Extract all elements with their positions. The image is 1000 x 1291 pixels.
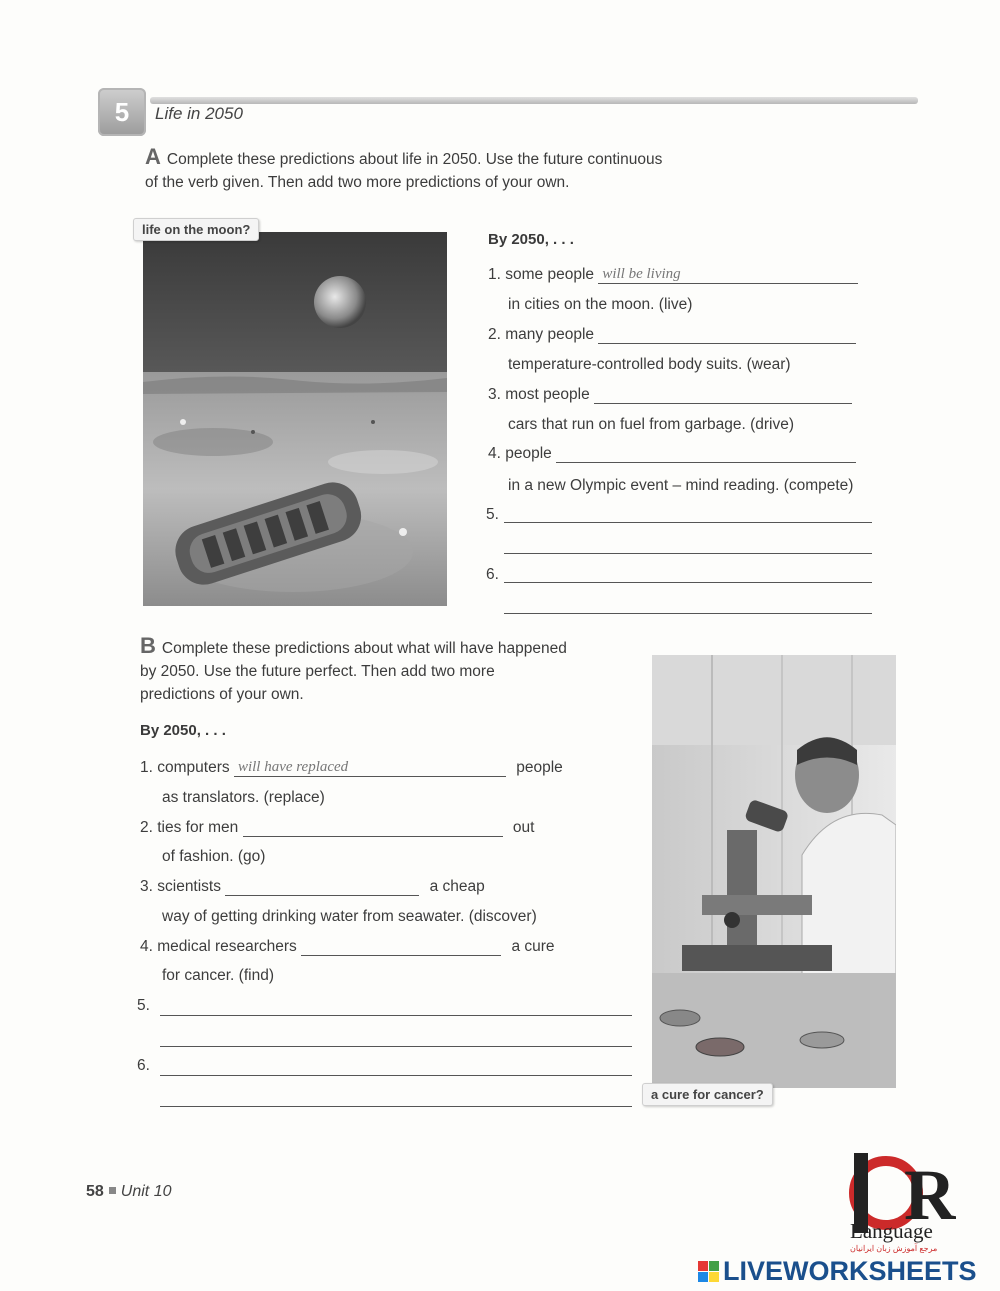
part-a-item-1: 1. some people will be living xyxy=(488,265,858,284)
cancer-caption: a cure for cancer? xyxy=(642,1083,773,1106)
part-a-answer-5a[interactable] xyxy=(504,521,872,523)
part-a-item-3-cont: cars that run on fuel from garbage. (drive) xyxy=(508,416,795,433)
unit-label: Unit 10 xyxy=(120,1183,172,1200)
part-b-item-5-num: 5. xyxy=(137,997,150,1014)
part-a-answer-6b[interactable] xyxy=(504,612,872,614)
part-b-instructions xyxy=(140,634,567,706)
title-rule xyxy=(150,97,918,104)
part-b-instr-line2: by 2050. Use the future perfect. Then add two more xyxy=(140,663,495,680)
part-a-item-4-cont: in a new Olympic event – mind reading. (compete) xyxy=(508,477,854,494)
part-b-answer-6a[interactable] xyxy=(160,1074,632,1076)
logo-subtext: مرجع آموزش زبان ایرانیان xyxy=(850,1244,938,1253)
svg-text:R: R xyxy=(904,1155,956,1233)
liveworksheets-icon xyxy=(698,1261,719,1282)
part-a-letter: A xyxy=(145,144,161,169)
part-b-answer-4[interactable] xyxy=(301,937,501,956)
part-a-by-label: By 2050, . . . xyxy=(488,231,574,248)
part-a-answer-4[interactable] xyxy=(556,444,856,463)
part-b-answer-1[interactable]: will have replaced xyxy=(234,758,506,777)
page-number: 58 xyxy=(86,1183,104,1200)
part-b-answer-5b[interactable] xyxy=(160,1045,632,1047)
part-b-item-4: 4. medical researchers a cure xyxy=(140,938,555,955)
liveworksheets-brand[interactable] xyxy=(698,1256,977,1286)
part-a-answer-3[interactable] xyxy=(594,385,852,404)
part-b-item-1-cont: as translators. (replace) xyxy=(162,789,325,806)
part-b-by-label: By 2050, . . . xyxy=(140,722,226,739)
part-a-item-4: 4. people xyxy=(488,444,856,463)
part-b-item-6-num: 6. xyxy=(137,1057,150,1074)
part-b-letter: B xyxy=(140,633,156,658)
part-b-instr-line1: Complete these predictions about what will have happened xyxy=(161,640,567,657)
scientist-photo xyxy=(652,655,896,1088)
part-b-answer-5a[interactable] xyxy=(160,1014,632,1016)
unit-number-badge: 5 xyxy=(98,88,146,136)
moon-photo xyxy=(143,232,447,606)
part-b-answer-6b[interactable] xyxy=(160,1105,632,1107)
part-a-item-2: 2. many people xyxy=(488,325,856,344)
part-a-instr-line1: Complete these predictions about life in 2050. Use the future continuous xyxy=(166,151,663,168)
part-a-instr-line2: of the verb given. Then add two more predictions of your own. xyxy=(145,174,570,191)
part-a-item-5-num: 5. xyxy=(486,506,499,523)
part-a-answer-2[interactable] xyxy=(598,325,856,344)
part-a-item-3: 3. most people xyxy=(488,385,852,404)
part-a-item-1-cont: in cities on the moon. (live) xyxy=(508,296,693,313)
logo-text: Language xyxy=(850,1219,933,1243)
part-a-answer-5b[interactable] xyxy=(504,552,872,554)
part-a-item-2-cont: temperature-controlled body suits. (wear) xyxy=(508,356,791,373)
language-logo xyxy=(846,1153,956,1253)
footer-square-icon xyxy=(109,1187,116,1194)
section-title: Life in 2050 xyxy=(155,104,243,123)
part-a-answer-1[interactable]: will be living xyxy=(598,265,858,284)
part-b-item-3-cont: way of getting drinking water from seawater. (discover) xyxy=(162,908,537,925)
part-a-item-6-num: 6. xyxy=(486,566,499,583)
part-b-answer-2[interactable] xyxy=(243,818,503,837)
part-a-instructions xyxy=(145,145,662,194)
part-b-answer-3[interactable] xyxy=(225,877,419,896)
moon-caption: life on the moon? xyxy=(133,218,259,241)
part-b-instr-line3: predictions of your own. xyxy=(140,686,304,703)
part-b-item-1: 1. computers will have replaced people xyxy=(140,759,563,776)
part-b-item-2: 2. ties for men out xyxy=(140,819,535,836)
part-a-answer-6a[interactable] xyxy=(504,581,872,583)
part-b-item-2-cont: of fashion. (go) xyxy=(162,848,266,865)
liveworksheets-text: LIVEWORKSHEETS xyxy=(723,1255,977,1286)
part-b-item-4-cont: for cancer. (find) xyxy=(162,967,274,984)
part-b-item-3: 3. scientists a cheap xyxy=(140,878,485,895)
page-footer xyxy=(86,1183,172,1201)
